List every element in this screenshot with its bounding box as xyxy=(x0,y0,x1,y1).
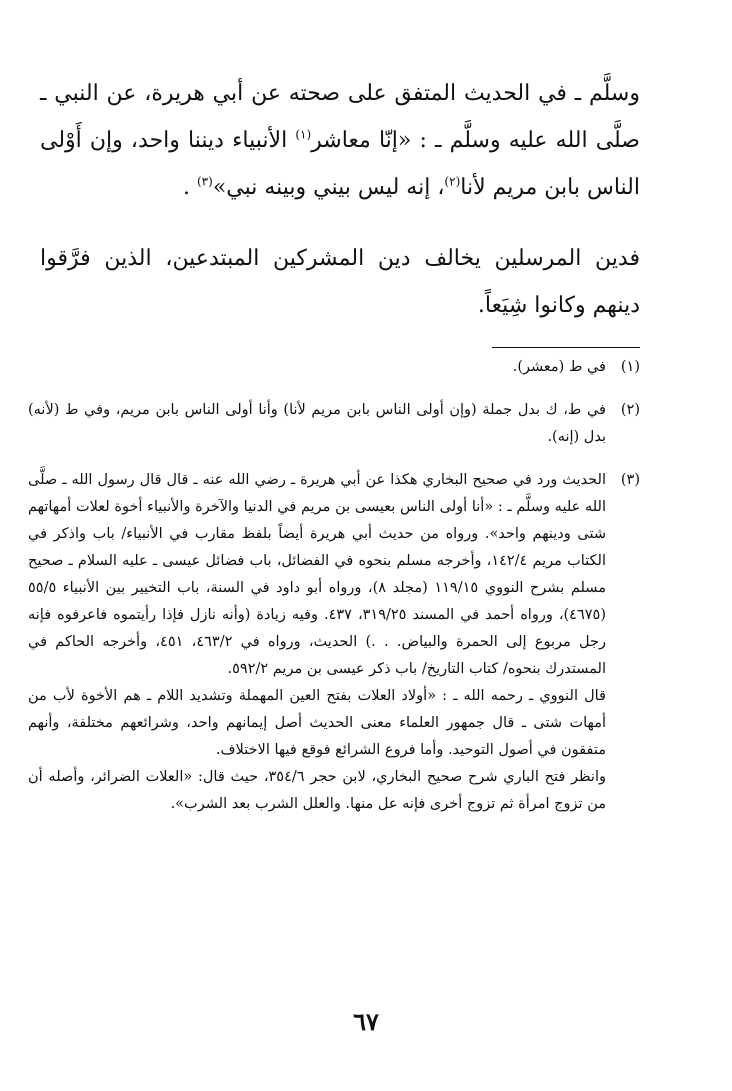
main-paragraph-1-part-d: . xyxy=(182,175,197,200)
footnote-3 xyxy=(28,467,640,818)
footnote-text xyxy=(28,467,606,818)
main-paragraph-2: فدين المرسلين يخالف دين المشركين المبتدعين، الذين فرَّقوا دينهم وكانوا شِيَعاً. xyxy=(40,246,640,318)
footnote-number: (٣) xyxy=(620,472,640,488)
footnote-ref-1: (١) xyxy=(295,127,312,142)
footnote-2 xyxy=(28,397,640,451)
footnote-separator xyxy=(492,347,640,348)
footnote-text: في ط، ك بدل جملة (وإن أولى الناس بابن مريم لأنا) وأنا أولى الناس بابن مريم، وفي ط (لأنه) بدل (إنه). xyxy=(28,402,606,445)
footnote-3-paragraph-1: الحديث ورد في صحيح البخاري هكذا عن أبي هريرة ـ رضي الله عنه ـ قال قال رسول الله ـ صلَّى الله عليه وسلَّم ـ : «أنا أولى الناس بعيسى بن مريم في الدنيا والآخرة والأنبياء أخوة لعلات أمهاتهم شتى ودينهم واحد». ورواه من حديث أبي هريرة أيضاً بلفظ مقارب في الأنبياء/ باب واذكر في الكتاب مريم ١٤٢/٤، وأخرجه مسلم بنحوه في الفضائل، باب فضائل عيسى ـ عليه السلام ـ صحيح مسلم بشرح النووي ١١٩/١٥ (مجلد ٨)، ورواه أبو داود في السنة، باب التخيير بين الأنبياء ٥٥/٥ (٤٦٧٥)، ورواه أحمد في المسند ٣١٩/٢٥، ٤٣٧. وفيه زيادة (وأنه نازل فإذا رأيتموه فاعرفوه فإنه رجل مربوع إلى الحمرة والبياض. . .) الحديث، ورواه في ٤٦٣/٢، ٤٥١، وأخرجه الحاكم في المستدرك بنحوه/ كتاب التاريخ/ باب ذكر عيسى بن مريم ٥٩٢/٢. xyxy=(28,472,606,677)
main-paragraph-1-part-c: ، إنه ليس بيني وبينه نبي» xyxy=(212,175,445,200)
footnote-text: في ط (معشر). xyxy=(512,359,606,375)
footnote-ref-2: (٢) xyxy=(444,174,461,189)
footnote-ref-3: (٣) xyxy=(196,174,213,189)
footnotes xyxy=(28,354,640,834)
footnote-number: (٢) xyxy=(620,402,640,418)
footnote-number: (١) xyxy=(620,359,640,375)
main-paragraph-1-part-a: وسلَّم ـ في الحديث المتفق على صحته عن أبي هريرة، عن النبي ـ صلَّى الله عليه وسلَّم ـ : «إنّا معاشر xyxy=(40,81,640,153)
footnote-1 xyxy=(28,354,640,381)
main-paragraph-1-part-b: الأنبياء ديننا واحد، وإن أَوْلى الناس بابن مريم لأنا xyxy=(40,128,640,200)
main-paragraph-1 xyxy=(40,70,640,211)
footnote-3-paragraph-2: قال النووي ـ رحمه الله ـ : «أولاد العلات بفتح العين المهملة وتشديد اللام ـ هم الأخوة لأب من أمهات شتى ـ قال جمهور العلماء معنى الحديث أصل إيمانهم واحد، وشرائعهم مختلفة، وأنهم متفقون في أصول التوحيد. وأما فروع الشرائع فوقع فيها الاختلاف. xyxy=(28,688,606,758)
main-text xyxy=(40,70,640,329)
footnote-3-paragraph-3: وانظر فتح الباري شرح صحيح البخاري، لابن حجر ٣٥٤/٦، حيث قال: «العلات الضرائر، وأصله أن من تزوج امرأة ثم تزوج أخرى فإنه عل منها. والعلل الشرب بعد الشرب». xyxy=(28,769,606,812)
page-number: ٦٧ xyxy=(353,1007,379,1036)
